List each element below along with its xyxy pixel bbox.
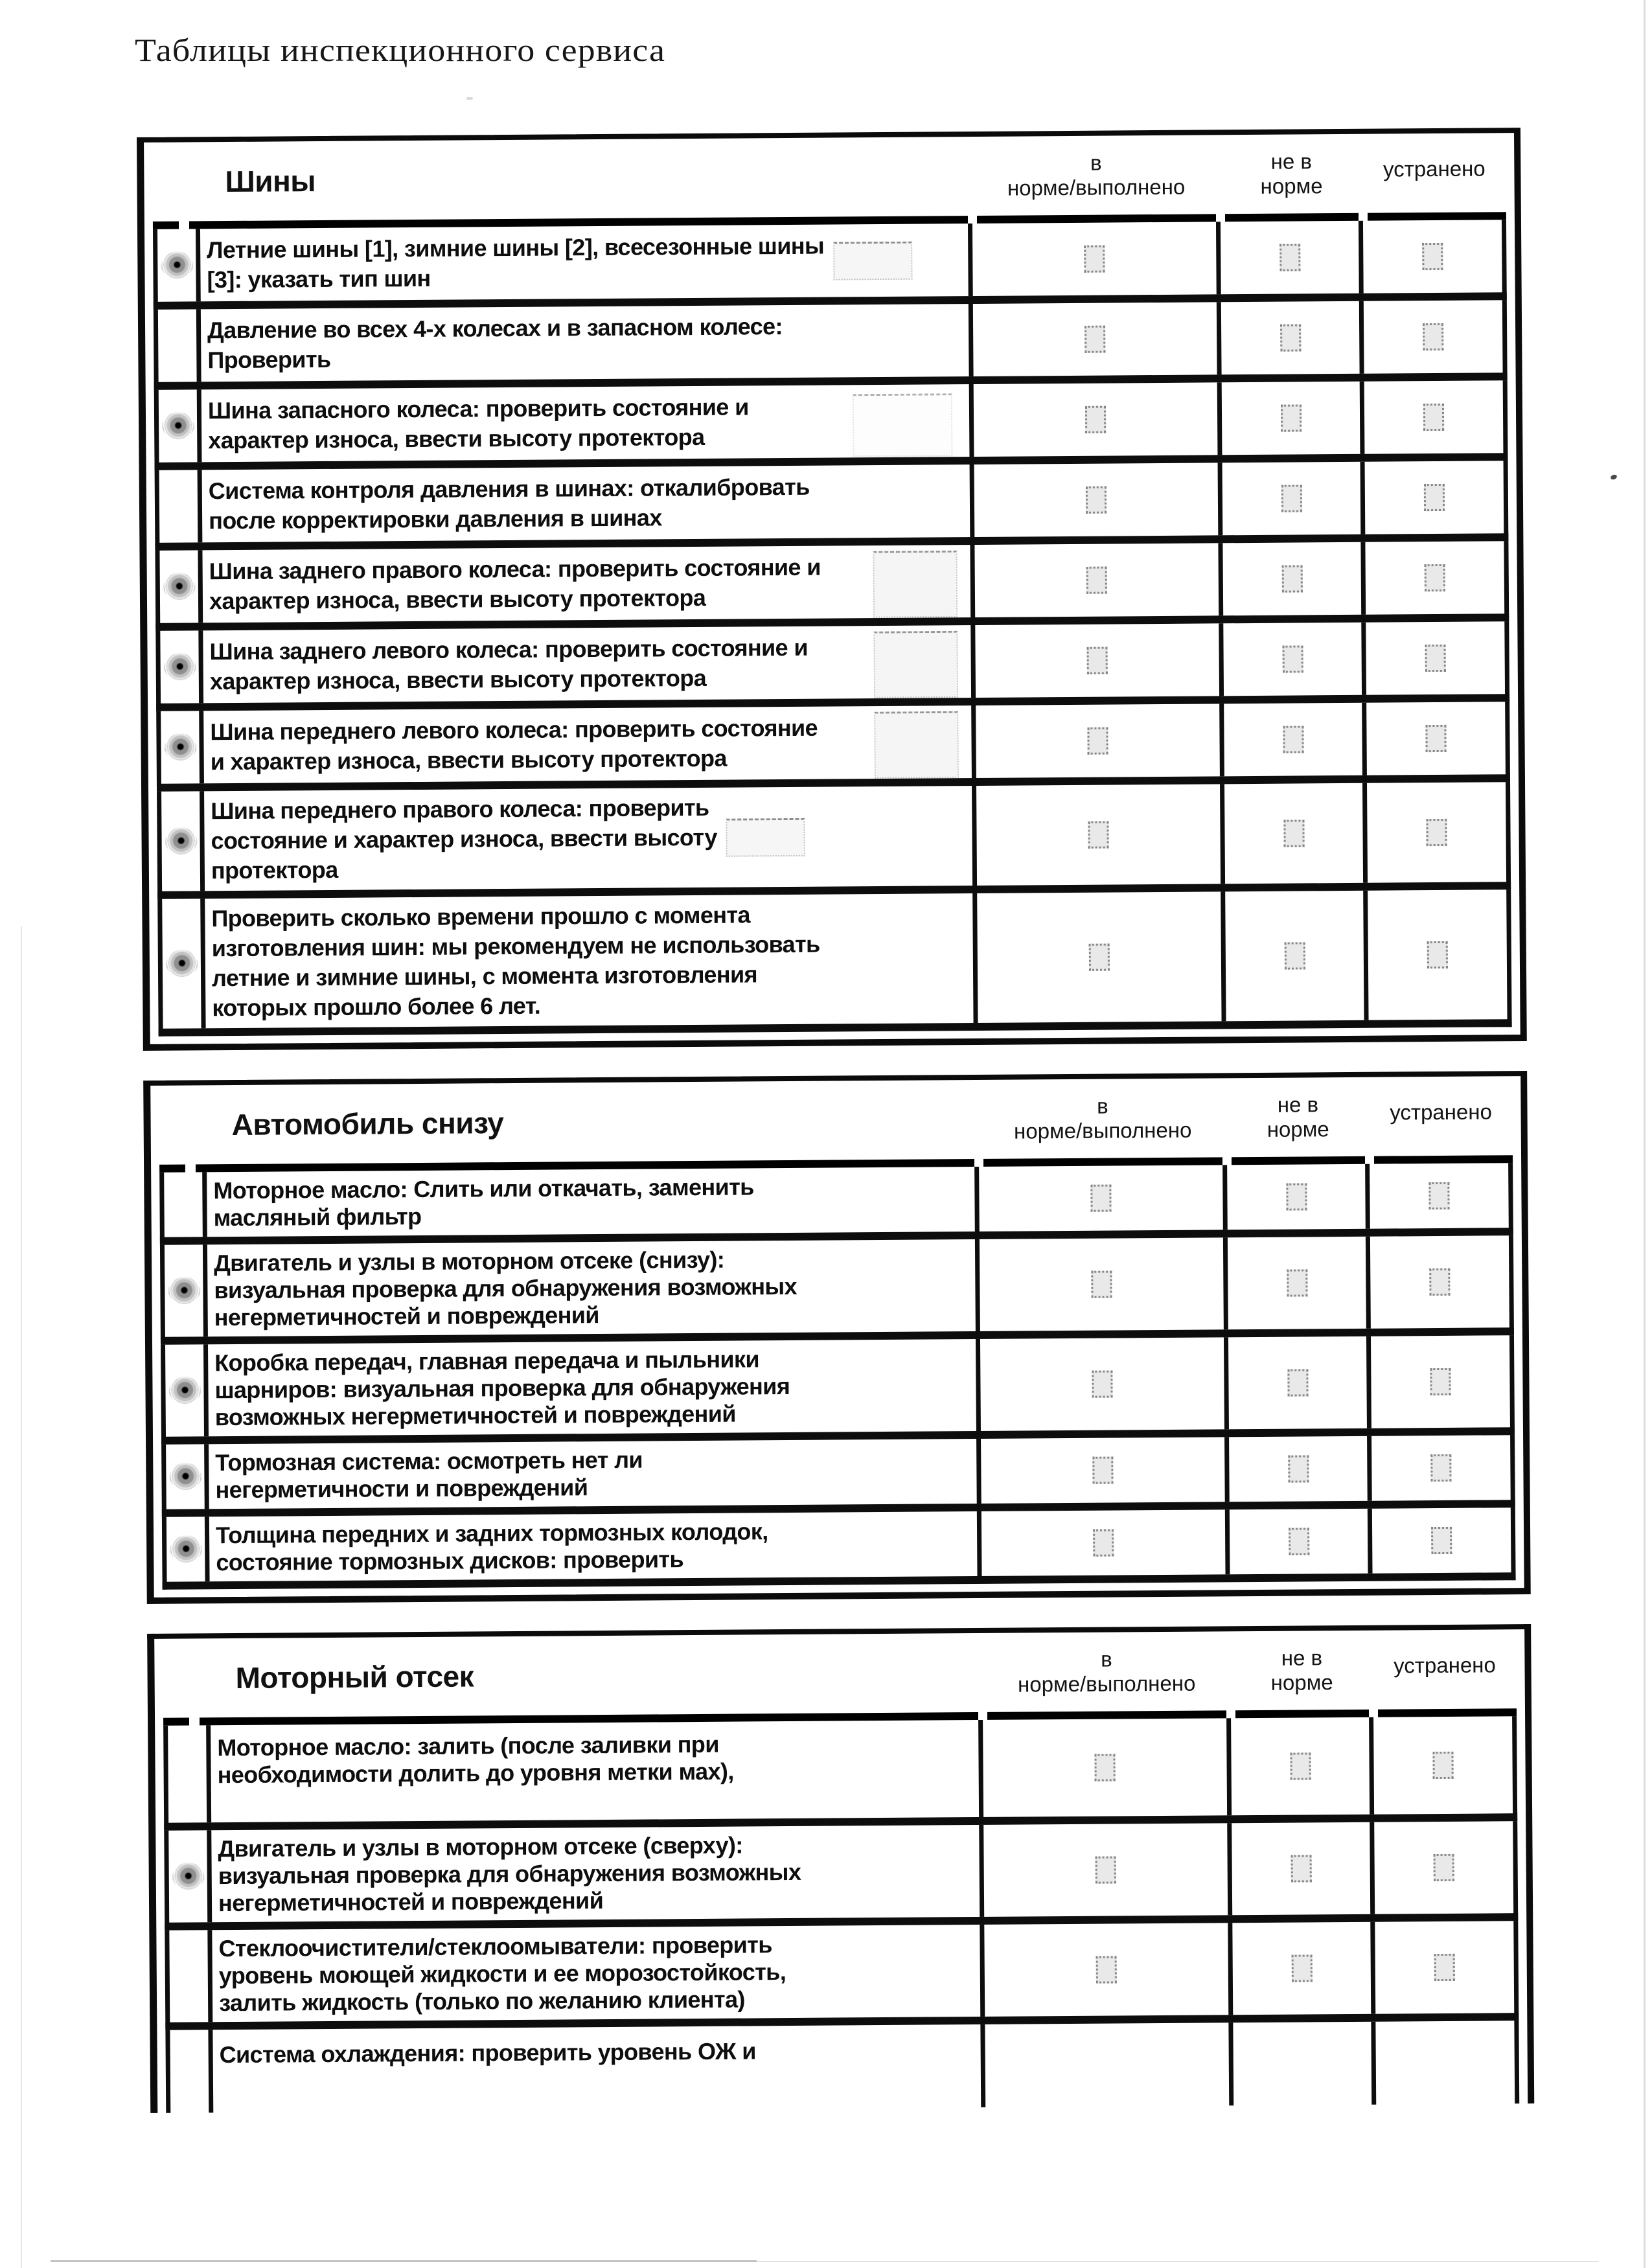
scan-smudge	[466, 97, 473, 100]
checkbox-fixed[interactable]	[1434, 1954, 1455, 1981]
checkbox-ok[interactable]	[1085, 406, 1106, 433]
cell-fixed	[1364, 380, 1504, 453]
row-marker-cell	[161, 791, 205, 891]
checkbox-not-ok[interactable]	[1279, 244, 1300, 271]
row-text: Шина переднего правого колеса: проверить состояние и характер износа, ввести высоту протектора	[211, 794, 717, 884]
scan-edge-line-right	[1644, 0, 1646, 2268]
eye-icon	[163, 573, 194, 600]
checkbox-not-ok[interactable]	[1281, 485, 1302, 512]
checkbox-ok[interactable]	[1096, 1956, 1117, 1984]
cell-fixed	[1366, 702, 1506, 775]
cell-not-ok	[1229, 1436, 1372, 1502]
input-box[interactable]	[873, 631, 958, 698]
cell-fixed	[1375, 1921, 1514, 2013]
scan-edge-line-bottom-2	[757, 2261, 1599, 2262]
row-marker-cell	[165, 1244, 208, 1336]
cell-not-ok	[1225, 891, 1368, 1022]
cell-fixed	[1365, 461, 1504, 534]
checkbox-fixed[interactable]	[1422, 243, 1443, 270]
checkbox-fixed[interactable]	[1425, 564, 1445, 591]
table-row	[155, 621, 1509, 711]
checkbox-ok[interactable]	[1092, 1457, 1113, 1484]
cell-ok	[977, 891, 1226, 1023]
col-header-ok: в норме/выполнено	[1013, 1094, 1192, 1143]
table-engine-bay	[147, 1624, 1534, 2113]
checkbox-not-ok[interactable]	[1291, 1954, 1312, 1982]
eye-icon	[170, 1463, 201, 1490]
input-box[interactable]	[873, 551, 958, 618]
checkbox-not-ok[interactable]	[1291, 1855, 1311, 1882]
row-marker-cell	[159, 550, 203, 623]
table-row	[154, 300, 1508, 390]
row-text: Шина заднего правого колеса: проверить состояние и характер износа, ввести высоту протектора	[209, 553, 821, 615]
table-row	[165, 1921, 1519, 2030]
checkbox-fixed[interactable]	[1430, 1454, 1451, 1482]
cell-not-ok	[1228, 1237, 1371, 1330]
input-box[interactable]	[853, 393, 953, 457]
cell-not-ok	[1224, 703, 1367, 777]
cell-fixed	[1364, 300, 1503, 373]
eye-icon	[170, 1535, 201, 1563]
cell-not-ok	[1221, 221, 1364, 295]
cell-ok	[976, 704, 1224, 778]
row-description	[202, 545, 975, 623]
checkbox-fixed[interactable]	[1425, 725, 1446, 752]
checkbox-not-ok[interactable]	[1281, 565, 1302, 592]
cell-not-ok	[1221, 301, 1364, 375]
cell-ok	[981, 1437, 1230, 1504]
input-box[interactable]	[726, 818, 805, 856]
cell-fixed	[1366, 621, 1505, 694]
row-description	[207, 1239, 980, 1336]
cell-ok	[984, 1923, 1233, 2017]
table-tires	[137, 128, 1527, 1051]
row-text: Моторное масло: залить (после заливки при необходимости долить до уровня метки мах),	[217, 1730, 734, 1789]
col-header-ok: в норме/выполнено	[1017, 1647, 1196, 1697]
checkbox-ok[interactable]	[1084, 326, 1105, 353]
row-text: Шина заднего левого колеса: проверить состояние и характер износа, ввести высоту протектора	[209, 634, 809, 695]
cell-not-ok	[1222, 382, 1365, 455]
cell-fixed	[1371, 1335, 1510, 1428]
checkbox-ok[interactable]	[1090, 1185, 1111, 1212]
checkbox-fixed[interactable]	[1425, 645, 1446, 672]
checkbox-not-ok[interactable]	[1289, 1528, 1309, 1555]
checkbox-ok[interactable]	[1084, 246, 1105, 273]
cell-ok	[974, 543, 1223, 617]
row-marker-cell	[157, 229, 201, 301]
eye-icon	[172, 1862, 203, 1890]
cell-ok	[973, 302, 1222, 376]
table-row	[154, 380, 1508, 470]
checkbox-not-ok[interactable]	[1286, 1183, 1307, 1210]
row-description	[205, 893, 978, 1028]
row-text: Шина запасного колеса: проверить состояние и характер износа, ввести высоту протектора	[207, 393, 749, 454]
checkbox-not-ok[interactable]	[1283, 819, 1304, 847]
table-row	[157, 782, 1511, 899]
cell-not-ok	[1228, 1336, 1371, 1430]
checkbox-ok[interactable]	[1088, 821, 1108, 849]
row-marker-cell	[165, 1344, 209, 1436]
cell-not-ok	[1232, 1922, 1375, 2015]
col-header-not-ok: не в норме	[1270, 1645, 1333, 1695]
checkbox-not-ok[interactable]	[1282, 645, 1303, 672]
table-underbody	[143, 1071, 1531, 1604]
row-description	[208, 1339, 981, 1436]
cell-ok	[976, 784, 1225, 886]
cell-fixed	[1365, 541, 1504, 614]
eye-icon	[166, 950, 197, 977]
checkbox-ok[interactable]	[1087, 727, 1108, 755]
table-row	[164, 1821, 1518, 1930]
row-text: Двигатель и узлы в моторном отсеке (снизу): визуальная проверка для обнаружения возможных негерметичностей и повреждений	[213, 1246, 797, 1331]
cell-ok	[979, 1165, 1228, 1231]
row-marker-cell	[169, 1930, 212, 2022]
eye-icon	[169, 1377, 200, 1404]
checkbox-ok[interactable]	[1087, 647, 1108, 674]
checkbox-ok[interactable]	[1089, 944, 1110, 971]
checkbox-ok[interactable]	[1096, 1857, 1116, 1884]
table-row	[156, 702, 1510, 792]
col-header-fixed: устранено	[1390, 1099, 1492, 1125]
cell-not-ok	[1222, 542, 1366, 616]
row-text: Система охлаждения: проверить уровень ОЖ и	[219, 2037, 756, 2068]
cell-fixed	[1371, 1435, 1511, 1500]
table-header	[152, 133, 1506, 222]
checkbox-not-ok[interactable]	[1287, 1369, 1308, 1396]
cell-ok	[980, 1237, 1228, 1331]
row-text: Стеклоочистители/стеклоомыватели: проверить уровень моющей жидкости и ее морозостойкость, залить жидкость (только по желанию клиента)	[218, 1931, 786, 2017]
cell-ok	[980, 1337, 1229, 1431]
row-text: Шина переднего левого колеса: проверить состояние и характер износа, ввести высоту протектора	[210, 714, 818, 775]
cell-fixed	[1367, 782, 1506, 882]
row-marker-cell	[158, 309, 201, 382]
row-text: Давление во всех 4-х колесах и в запасном колесе: Проверить	[207, 313, 783, 374]
row-marker-cell	[168, 1830, 212, 1922]
checkbox-fixed[interactable]	[1430, 1368, 1451, 1395]
cell-fixed	[1368, 889, 1507, 1020]
table-row	[155, 541, 1509, 631]
row-description	[212, 1925, 985, 2022]
checkbox-fixed[interactable]	[1426, 819, 1447, 846]
checkbox-ok[interactable]	[1091, 1271, 1112, 1298]
row-marker-cell	[161, 711, 204, 783]
row-text: Летние шины [1], зимние шины [2], всесезонные шины [3]: указать тип шин	[207, 232, 825, 293]
row-text: Тормозная система: осмотреть нет ли негерметичности и повреждений	[215, 1446, 643, 1504]
row-description	[203, 705, 976, 783]
checkbox-not-ok[interactable]	[1283, 726, 1303, 753]
row-description	[201, 304, 974, 382]
row-text: Двигатель и узлы в моторном отсеке (сверху): визуальная проверка для обнаружения возможных негерметичностей и повреждений	[218, 1831, 801, 1917]
cell-fixed	[1374, 1821, 1513, 1914]
checkbox-ok[interactable]	[1094, 1754, 1115, 1781]
row-marker-cell	[162, 899, 205, 1028]
row-text: Толщина передних и задних тормозных колодок, состояние тормозных дисков: проверить	[215, 1518, 768, 1576]
checkbox-not-ok[interactable]	[1290, 1752, 1311, 1780]
row-marker-cell	[166, 1517, 210, 1581]
checkbox-ok[interactable]	[1092, 1371, 1112, 1398]
table-row	[153, 220, 1507, 310]
table-row	[161, 1335, 1515, 1445]
checkbox-fixed[interactable]	[1423, 323, 1443, 350]
cell-fixed	[1375, 2021, 1515, 2104]
row-description	[200, 223, 973, 301]
row-description	[211, 1720, 983, 1822]
cell-not-ok	[1224, 783, 1368, 884]
inspection-tables	[137, 128, 1534, 2113]
row-text: Проверить сколько времени прошло с момента изготовления шин: мы рекомендуем не использовать летние и зимние шины, с момента изготовления которых прошло более 6 лет.	[211, 901, 820, 1022]
cell-ok	[974, 382, 1222, 457]
checkbox-fixed[interactable]	[1429, 1268, 1450, 1296]
checkbox-fixed[interactable]	[1424, 484, 1445, 511]
cell-fixed	[1372, 1507, 1511, 1573]
cell-ok	[975, 623, 1224, 698]
row-description	[204, 786, 977, 891]
checkbox-ok[interactable]	[1093, 1529, 1114, 1557]
checkbox-not-ok[interactable]	[1280, 324, 1301, 351]
row-description	[212, 2024, 985, 2113]
col-header-fixed: устранено	[1394, 1653, 1496, 1678]
table-row	[157, 889, 1511, 1037]
row-marker-cell	[164, 1172, 207, 1237]
row-marker-cell	[160, 630, 203, 703]
page-title: Таблицы инспекционного сервиса	[135, 32, 666, 68]
table-title: Автомобиль снизу	[231, 1106, 504, 1142]
table-row	[163, 1716, 1517, 1831]
row-text: Система контроля давления в шинах: откалибровать после корректировки давления в шинах	[208, 473, 810, 534]
row-text: Коробка передач, главная передача и пыльники шарниров: визуальная проверка для обнаружения возможных негерметичностей и повреждений	[214, 1346, 790, 1431]
checkbox-not-ok[interactable]	[1288, 1455, 1309, 1482]
col-header-not-ok: не в норме	[1267, 1092, 1329, 1141]
cell-ok	[974, 463, 1223, 537]
eye-icon	[165, 733, 196, 761]
row-description	[211, 1825, 984, 1922]
eye-icon	[161, 251, 192, 279]
row-description	[202, 464, 975, 542]
table-row	[161, 1435, 1515, 1517]
cell-ok	[983, 1823, 1232, 1917]
table-row	[155, 461, 1509, 551]
row-description	[201, 384, 974, 462]
cell-not-ok	[1227, 1164, 1370, 1230]
table-row-cut	[165, 2021, 1519, 2113]
cell-fixed	[1370, 1235, 1509, 1328]
table-row	[160, 1235, 1514, 1345]
cell-ok	[985, 2022, 1233, 2107]
checkbox-ok[interactable]	[1086, 487, 1107, 514]
cell-ok	[972, 222, 1221, 296]
cell-fixed	[1363, 220, 1502, 293]
row-description	[203, 625, 976, 703]
input-box[interactable]	[874, 711, 959, 779]
eye-icon	[164, 653, 195, 680]
checkbox-ok[interactable]	[1086, 567, 1107, 594]
table-header	[159, 1076, 1513, 1165]
table-row	[159, 1163, 1513, 1245]
checkbox-not-ok[interactable]	[1280, 404, 1301, 431]
row-description	[209, 1511, 982, 1581]
eye-icon	[162, 412, 193, 439]
checkbox-fixed[interactable]	[1423, 404, 1444, 431]
row-description	[207, 1167, 980, 1237]
input-box[interactable]	[833, 241, 912, 280]
cell-not-ok	[1222, 462, 1366, 536]
checkbox-fixed[interactable]	[1432, 1752, 1453, 1779]
checkbox-fixed[interactable]	[1428, 1182, 1449, 1209]
checkbox-fixed[interactable]	[1431, 1527, 1452, 1554]
row-text: Моторное масло: Слить или откачать, заменить масляный фильтр	[213, 1173, 754, 1231]
cell-not-ok	[1232, 1822, 1375, 1916]
checkbox-fixed[interactable]	[1434, 1854, 1454, 1881]
cell-not-ok	[1233, 2022, 1376, 2106]
eye-icon	[168, 1277, 200, 1304]
col-header-ok: в норме/выполнено	[1007, 150, 1186, 200]
checkbox-not-ok[interactable]	[1287, 1269, 1307, 1296]
table-row	[162, 1507, 1516, 1590]
cell-ok	[983, 1718, 1232, 1817]
row-description	[209, 1439, 981, 1509]
cell-ok	[981, 1509, 1230, 1576]
checkbox-not-ok[interactable]	[1284, 942, 1305, 969]
ink-speck	[1610, 474, 1618, 481]
table-title: Шины	[225, 164, 316, 199]
row-marker-cell	[168, 1725, 211, 1822]
row-marker-cell	[159, 470, 203, 542]
col-header-not-ok: не в норме	[1260, 149, 1323, 198]
cell-not-ok	[1231, 1717, 1374, 1816]
row-marker-cell	[166, 1444, 209, 1509]
cell-not-ok	[1223, 623, 1366, 696]
table-title: Моторный отсек	[235, 1659, 474, 1695]
cell-fixed	[1373, 1716, 1513, 1814]
table-header	[163, 1629, 1517, 1718]
row-marker-cell	[159, 389, 202, 462]
col-header-fixed: устранено	[1382, 156, 1486, 181]
checkbox-fixed[interactable]	[1427, 941, 1448, 968]
row-marker-cell	[170, 2030, 213, 2113]
scan-edge-line-bottom	[51, 2260, 757, 2262]
eye-icon	[165, 827, 196, 854]
cell-not-ok	[1230, 1509, 1373, 1575]
cell-fixed	[1370, 1163, 1509, 1228]
scan-edge-line-left	[21, 926, 22, 2268]
